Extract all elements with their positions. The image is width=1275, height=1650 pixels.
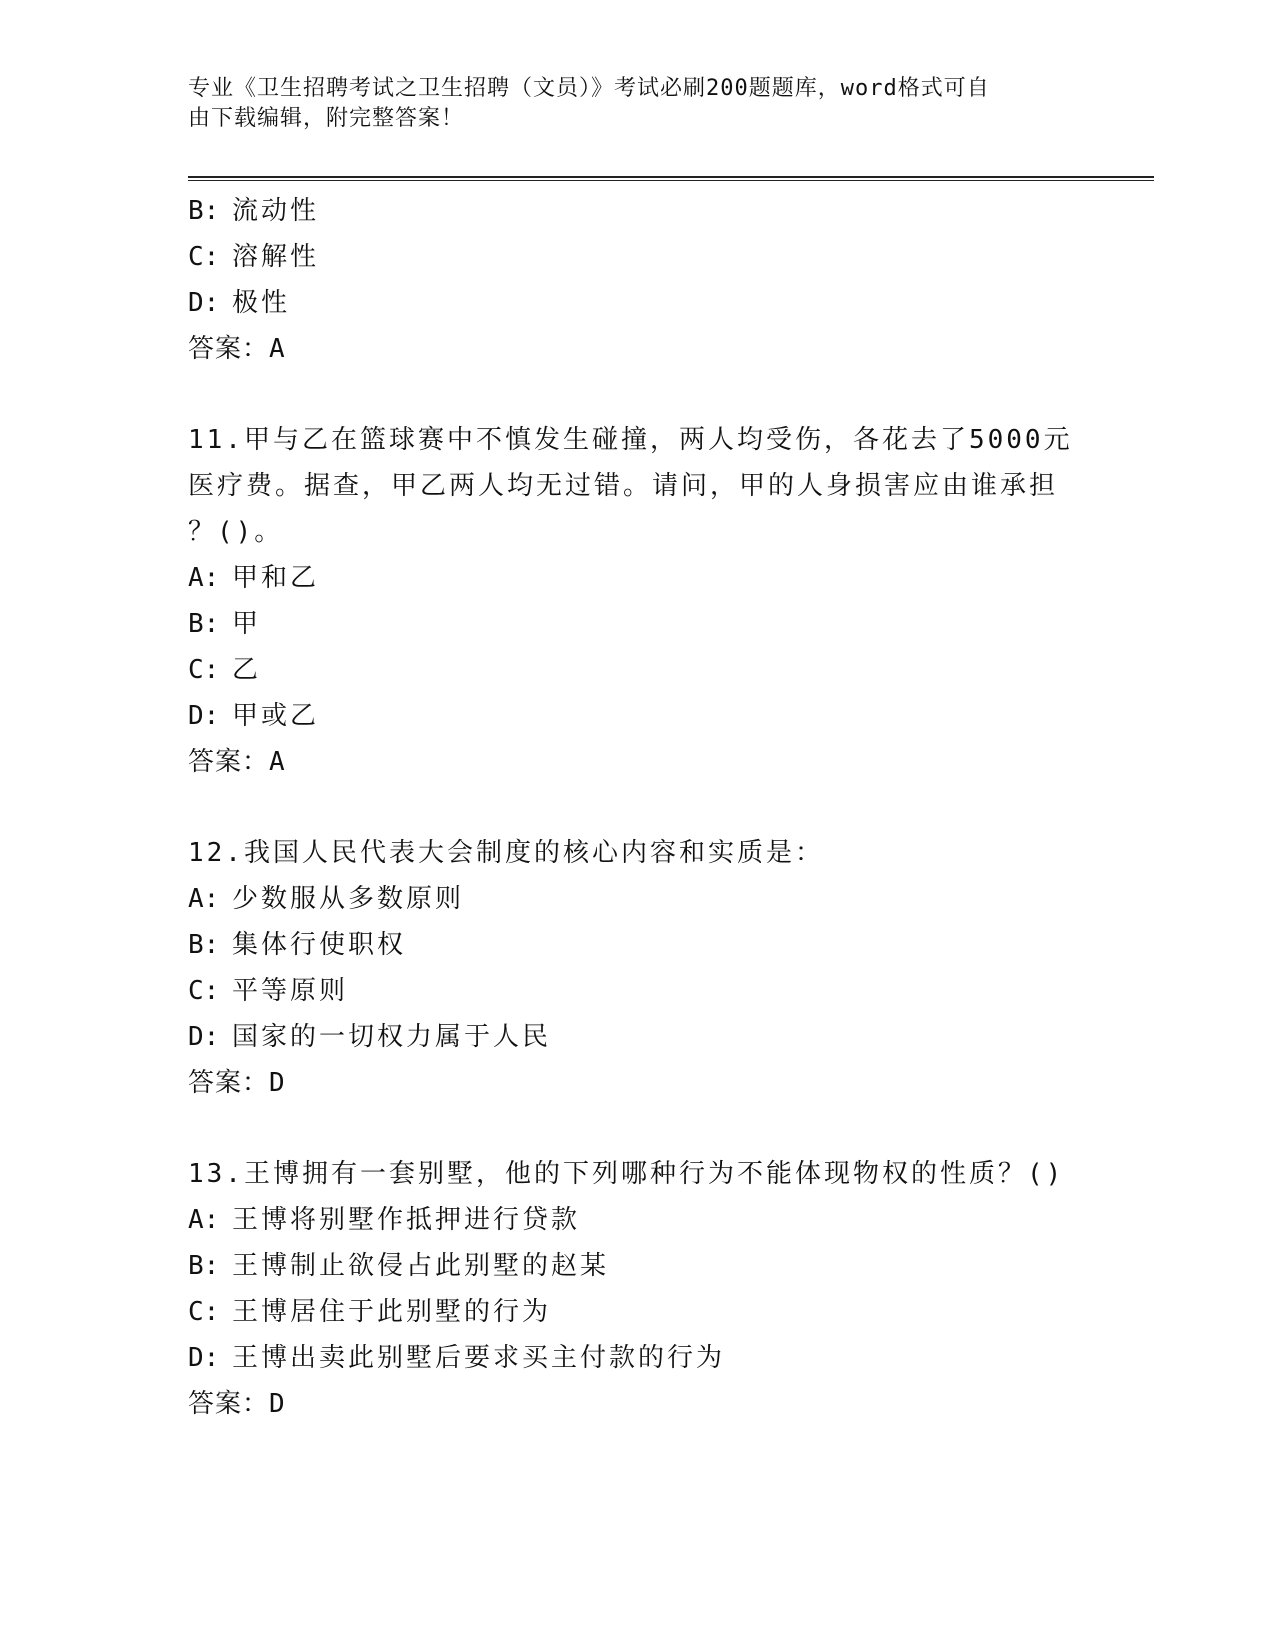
option-text: 甲: [232, 609, 262, 639]
option-a: [188, 1197, 1068, 1243]
option-letter: C:: [188, 242, 220, 272]
spacer: [188, 785, 1068, 830]
option-c: [188, 234, 1068, 280]
option-text: 王博出卖此别墅后要求买主付款的行为: [232, 1343, 726, 1373]
option-letter: B:: [188, 930, 220, 960]
option-d: [188, 1014, 1068, 1060]
question-text: [188, 417, 1073, 555]
option-text: 王博制止欲侵占此别墅的赵某: [232, 1251, 610, 1281]
option-letter: C:: [188, 1297, 220, 1327]
question-text-line: 12.我国人民代表大会制度的核心内容和实质是：: [188, 838, 824, 868]
option-letter: B:: [188, 609, 220, 639]
answer-line: 答案：A: [188, 334, 286, 364]
question-text-line: 11.甲与乙在篮球赛中不慎发生碰撞，两人均受伤，各花去了5000元: [188, 425, 1073, 455]
option-letter: B:: [188, 196, 220, 226]
option-text: 流动性: [232, 196, 320, 226]
option-letter: C:: [188, 976, 220, 1006]
option-c: [188, 968, 1068, 1014]
question-text-line: 13.王博拥有一套别墅，他的下列哪种行为不能体现物权的性质？(): [188, 1159, 1065, 1189]
option-text: 国家的一切权力属于人民: [232, 1022, 552, 1052]
option-text: 集体行使职权: [232, 930, 407, 960]
question-12: [188, 830, 1068, 1106]
option-d: [188, 1335, 1068, 1381]
spacer: [188, 1106, 1068, 1151]
question-text: [188, 1151, 1068, 1197]
answer-line: 答案：D: [188, 1068, 286, 1098]
question-text-line: ？()。: [188, 517, 284, 547]
option-text: 少数服从多数原则: [232, 884, 465, 914]
option-text: 乙: [232, 655, 262, 685]
option-text: 极性: [232, 288, 291, 318]
option-b: [188, 188, 1068, 234]
option-letter: D:: [188, 288, 220, 318]
question-13: [188, 1151, 1068, 1427]
option-d: [188, 280, 1068, 326]
option-b: [188, 922, 1068, 968]
header-line-1: 专业《卫生招聘考试之卫生招聘（文员）》考试必刷200题题库，word格式可自: [188, 76, 990, 101]
option-letter: A:: [188, 1205, 220, 1235]
answer-line: 答案：A: [188, 747, 286, 777]
option-text: 甲和乙: [232, 563, 320, 593]
question-text-line: 医疗费。据查，甲乙两人均无过错。请问，甲的人身损害应由谁承担: [188, 471, 1059, 501]
question-partial: [188, 188, 1068, 372]
header-line-2: 由下载编辑，附完整答案！: [188, 106, 465, 131]
option-text: 王博将别墅作抵押进行贷款: [232, 1205, 581, 1235]
option-text: 王博居住于此别墅的行为: [232, 1297, 552, 1327]
option-letter: D:: [188, 701, 220, 731]
option-letter: C:: [188, 655, 220, 685]
spacer: [188, 372, 1068, 417]
option-letter: A:: [188, 884, 220, 914]
option-letter: A:: [188, 563, 220, 593]
option-a: [188, 876, 1068, 922]
option-letter: D:: [188, 1022, 220, 1052]
option-letter: B:: [188, 1251, 220, 1281]
option-c: [188, 647, 1068, 693]
option-text: 溶解性: [232, 242, 320, 272]
option-a: [188, 555, 1068, 601]
header-divider: [188, 176, 1154, 181]
option-c: [188, 1289, 1068, 1335]
option-letter: D:: [188, 1343, 220, 1373]
document-body: [188, 188, 1073, 1427]
option-d: [188, 693, 1068, 739]
question-11: [188, 417, 1073, 785]
answer-line: 答案：D: [188, 1389, 286, 1419]
question-text: [188, 830, 1068, 876]
option-b: [188, 601, 1068, 647]
option-text: 平等原则: [232, 976, 349, 1006]
option-text: 甲或乙: [232, 701, 320, 731]
page-header: [188, 74, 1068, 134]
option-b: [188, 1243, 1068, 1289]
